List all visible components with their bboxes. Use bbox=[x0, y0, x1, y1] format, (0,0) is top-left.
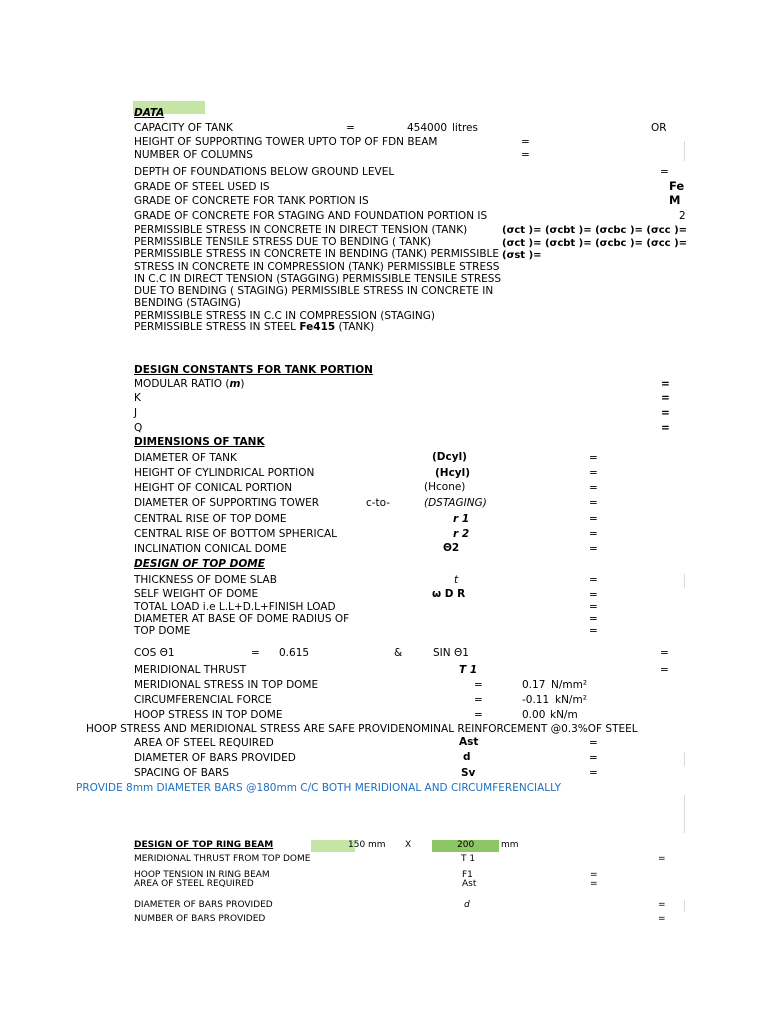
j-label: J bbox=[134, 407, 138, 419]
rb-dia-sym: d bbox=[464, 900, 470, 910]
height-tower-label: HEIGHT OF SUPPORTING TOWER UPTO TOP OF FDN BEAM bbox=[134, 136, 438, 148]
perm-steel-row bbox=[134, 321, 374, 334]
dim-label-rise-top: CENTRAL RISE OF TOP DOME bbox=[134, 513, 287, 525]
eq: = bbox=[589, 574, 598, 586]
sigma-row-1: (σct )= (σcbt )= (σcbc )= (σcc )= bbox=[502, 225, 688, 236]
eq: = bbox=[521, 149, 530, 161]
rb-dia-label: DIAMETER OF BARS PROVIDED bbox=[134, 900, 273, 910]
perm-cc-staging: PERMISSIBLE STRESS IN C.C IN COMPRESSION (STAGING) bbox=[134, 310, 435, 322]
eq: = bbox=[589, 482, 598, 494]
permissible-stress-paragraph: PERMISSIBLE STRESS IN CONCRETE IN DIRECT TENSION (TANK) PERMISSIBLE TENSILE STRESS DUE TO BENDING ( TANK) PERMISSIBLE STRESS IN CONCRETE IN BENDING (TANK) PERMISSIBLE STRESS IN CONCRETE IN COMPRESSION (TANK) PERMISSIBLE STRESS IN C.C IN DIRECT TENSION (STAGGING) PERMISSIBLE TENSILE STRESS DUE TO BENDING ( STAGING) PERMISSIBLE STRESS IN CONCRETE IN BENDING (STAGING) bbox=[134, 224, 502, 310]
cell-border bbox=[684, 752, 685, 766]
meridional-stress-unit: N/mm² bbox=[551, 679, 588, 691]
eq: = bbox=[589, 543, 598, 555]
modular-ratio-sym: m bbox=[229, 378, 241, 390]
eq: = bbox=[589, 589, 598, 601]
cell-border bbox=[684, 574, 685, 588]
grade-concrete-staging-value: 2 bbox=[679, 210, 686, 222]
eq: = bbox=[474, 709, 483, 721]
cos-label: COS Θ1 bbox=[134, 647, 175, 659]
ring-beam-heading: DESIGN OF TOP RING BEAM bbox=[134, 840, 274, 850]
ring-beam-depth: 200 bbox=[457, 840, 475, 850]
dia-bars-label: DIAMETER OF BARS PROVIDED bbox=[134, 752, 296, 764]
eq: = bbox=[589, 497, 598, 509]
sin-label: SIN Θ1 bbox=[433, 647, 469, 659]
eq: = bbox=[660, 166, 669, 178]
rb-num-label: NUMBER OF BARS PROVIDED bbox=[134, 914, 266, 924]
rb-meridional-sym: T 1 bbox=[461, 854, 476, 864]
depth-fdn-label: DEPTH OF FOUNDATIONS BELOW GROUND LEVEL bbox=[134, 166, 395, 178]
rb-area-label: AREA OF STEEL REQUIRED bbox=[134, 879, 254, 889]
meridional-thrust-label: MERIDIONAL THRUST bbox=[134, 664, 247, 676]
dim-label-diameter: DIAMETER OF TANK bbox=[134, 452, 237, 464]
eq: = bbox=[589, 767, 598, 779]
perm-steel-grade: Fe415 bbox=[299, 321, 336, 333]
hoop-stress-value: 0.00 bbox=[522, 709, 546, 721]
rb-area-sym: Ast bbox=[462, 879, 477, 889]
capacity-value: 454000 bbox=[407, 122, 448, 134]
design-constants-heading: DESIGN CONSTANTS FOR TANK PORTION bbox=[134, 364, 373, 376]
top-dome-label: TOP DOME bbox=[134, 625, 191, 637]
eq: = bbox=[521, 136, 530, 148]
cos-value: 0.615 bbox=[279, 647, 310, 659]
self-weight-sym: ω D R bbox=[432, 588, 466, 600]
meridional-stress-value: 0.17 bbox=[522, 679, 546, 691]
capacity-unit: litres bbox=[452, 122, 478, 134]
num-columns-label: NUMBER OF COLUMNS bbox=[134, 149, 253, 161]
self-weight-label: SELF WEIGHT OF DOME bbox=[134, 588, 259, 600]
eq: = bbox=[589, 452, 598, 464]
meridional-stress-label: MERIDIONAL STRESS IN TOP DOME bbox=[134, 679, 319, 691]
capacity-eq: = bbox=[346, 122, 355, 134]
cos-eq: = bbox=[251, 647, 260, 659]
cell-border bbox=[684, 900, 685, 912]
dim-sym-dstaging: (DSTAGING) bbox=[424, 497, 487, 509]
eq: = bbox=[589, 737, 598, 749]
capacity-label: CAPACITY OF TANK bbox=[134, 122, 233, 134]
perm-steel-prefix: PERMISSIBLE STRESS IN STEEL bbox=[134, 321, 297, 333]
capacity-or: OR bbox=[651, 122, 667, 134]
ring-beam-depth-unit: mm bbox=[501, 840, 519, 850]
eq: = bbox=[590, 870, 598, 880]
dim-mid-ctoc: c-to- bbox=[366, 497, 391, 509]
eq: = bbox=[661, 378, 670, 390]
ring-beam-width-unit: mm bbox=[368, 840, 386, 850]
dim-label-rise-bottom: CENTRAL RISE OF BOTTOM SPHERICAL bbox=[134, 528, 338, 540]
modular-ratio-label: MODULAR RATIO ( bbox=[134, 378, 230, 390]
thickness-sym: t bbox=[454, 574, 459, 586]
circ-force-label: CIRCUMFERENCIAL FORCE bbox=[134, 694, 272, 706]
amp: & bbox=[394, 647, 403, 659]
rb-hoop-tension-label: HOOP TENSION IN RING BEAM bbox=[134, 870, 270, 880]
eq: = bbox=[660, 647, 669, 659]
eq: = bbox=[661, 407, 670, 419]
dia-bars-sym: d bbox=[463, 751, 471, 763]
eq: = bbox=[589, 467, 598, 479]
eq: = bbox=[661, 392, 670, 404]
dim-label-inclination: INCLINATION CONICAL DOME bbox=[134, 543, 287, 555]
grade-concrete-tank-value: M bbox=[669, 193, 681, 207]
eq: = bbox=[661, 422, 670, 434]
cell-border bbox=[684, 795, 685, 833]
k-label: K bbox=[134, 392, 141, 404]
provide-statement: PROVIDE 8mm DIAMETER BARS @180mm C/C BOTH MERIDIONAL AND CIRCUMFERENCIALLY bbox=[76, 782, 562, 794]
sigma-row-2: (σct )= (σcbt )= (σcbc )= (σcc )= bbox=[502, 238, 688, 249]
eq: = bbox=[589, 513, 598, 525]
grade-concrete-tank-label: GRADE OF CONCRETE FOR TANK PORTION IS bbox=[134, 195, 369, 207]
data-heading: DATA bbox=[134, 107, 165, 119]
eq: = bbox=[589, 752, 598, 764]
eq: = bbox=[474, 679, 483, 691]
dim-label-dia-tower: DIAMETER OF SUPPORTING TOWER bbox=[134, 497, 320, 509]
eq: = bbox=[660, 664, 669, 676]
eq: = bbox=[658, 914, 666, 924]
modular-ratio-close: ) bbox=[240, 378, 245, 390]
q-label: Q bbox=[134, 422, 143, 434]
area-steel-label: AREA OF STEEL REQUIRED bbox=[134, 737, 274, 749]
dim-sym-hcone: (Hcone) bbox=[424, 481, 466, 493]
total-load-label: TOTAL LOAD i.e L.L+D.L+FINISH LOAD bbox=[134, 601, 336, 613]
hoop-stress-label: HOOP STRESS IN TOP DOME bbox=[134, 709, 283, 721]
rb-meridional-label: MERIDIONAL THRUST FROM TOP DOME bbox=[134, 854, 311, 864]
circ-force-value: -0.11 bbox=[522, 694, 550, 706]
eq: = bbox=[658, 900, 666, 910]
safe-statement: HOOP STRESS AND MERIDIONAL STRESS ARE SAFE PROVIDENOMINAL REINFORCEMENT @0.3%OF STEEL bbox=[86, 723, 638, 735]
ring-beam-width: 150 bbox=[348, 840, 366, 850]
meridional-thrust-sym: T 1 bbox=[459, 664, 478, 676]
dim-sym-hcyl: (Hcyl) bbox=[435, 467, 471, 479]
spacing-sym: Sv bbox=[461, 767, 476, 779]
sigma-row-3: (σst )= bbox=[502, 250, 542, 261]
grade-steel-label: GRADE OF STEEL USED IS bbox=[134, 181, 270, 193]
rb-hoop-tension-sym: F1 bbox=[462, 870, 473, 880]
eq: = bbox=[589, 613, 598, 625]
perm-steel-suffix: (TANK) bbox=[338, 321, 375, 333]
eq: = bbox=[589, 625, 598, 637]
top-dome-heading: DESIGN OF TOP DOME bbox=[134, 558, 265, 570]
dim-sym-r2: r 2 bbox=[453, 528, 470, 540]
eq: = bbox=[590, 879, 598, 889]
dim-label-height-cone: HEIGHT OF CONICAL PORTION bbox=[134, 482, 293, 494]
diameter-base-label: DIAMETER AT BASE OF DOME RADIUS OF bbox=[134, 613, 350, 625]
spacing-label: SPACING OF BARS bbox=[134, 767, 230, 779]
dimensions-heading: DIMENSIONS OF TANK bbox=[134, 436, 265, 448]
dim-sym-dcyl: (Dcyl) bbox=[432, 451, 467, 463]
eq: = bbox=[474, 694, 483, 706]
hoop-stress-unit: kN/m bbox=[550, 709, 578, 721]
cell-border bbox=[684, 141, 685, 161]
thickness-label: THICKNESS OF DOME SLAB bbox=[134, 574, 277, 586]
dim-sym-r1: r 1 bbox=[453, 513, 470, 525]
modular-ratio-row bbox=[134, 378, 245, 391]
dim-label-height-cyl: HEIGHT OF CYLINDRICAL PORTION bbox=[134, 467, 315, 479]
eq: = bbox=[589, 528, 598, 540]
dim-sym-theta2: Θ2 bbox=[443, 542, 460, 554]
eq: = bbox=[658, 854, 666, 864]
circ-force-unit: kN/m² bbox=[555, 694, 587, 706]
eq: = bbox=[589, 601, 598, 613]
area-steel-sym: Ast bbox=[459, 736, 479, 748]
grade-concrete-staging-label: GRADE OF CONCRETE FOR STAGING AND FOUNDATION PORTION IS bbox=[134, 210, 488, 222]
ring-beam-x: X bbox=[405, 840, 412, 850]
grade-steel-value: Fe bbox=[669, 179, 685, 193]
